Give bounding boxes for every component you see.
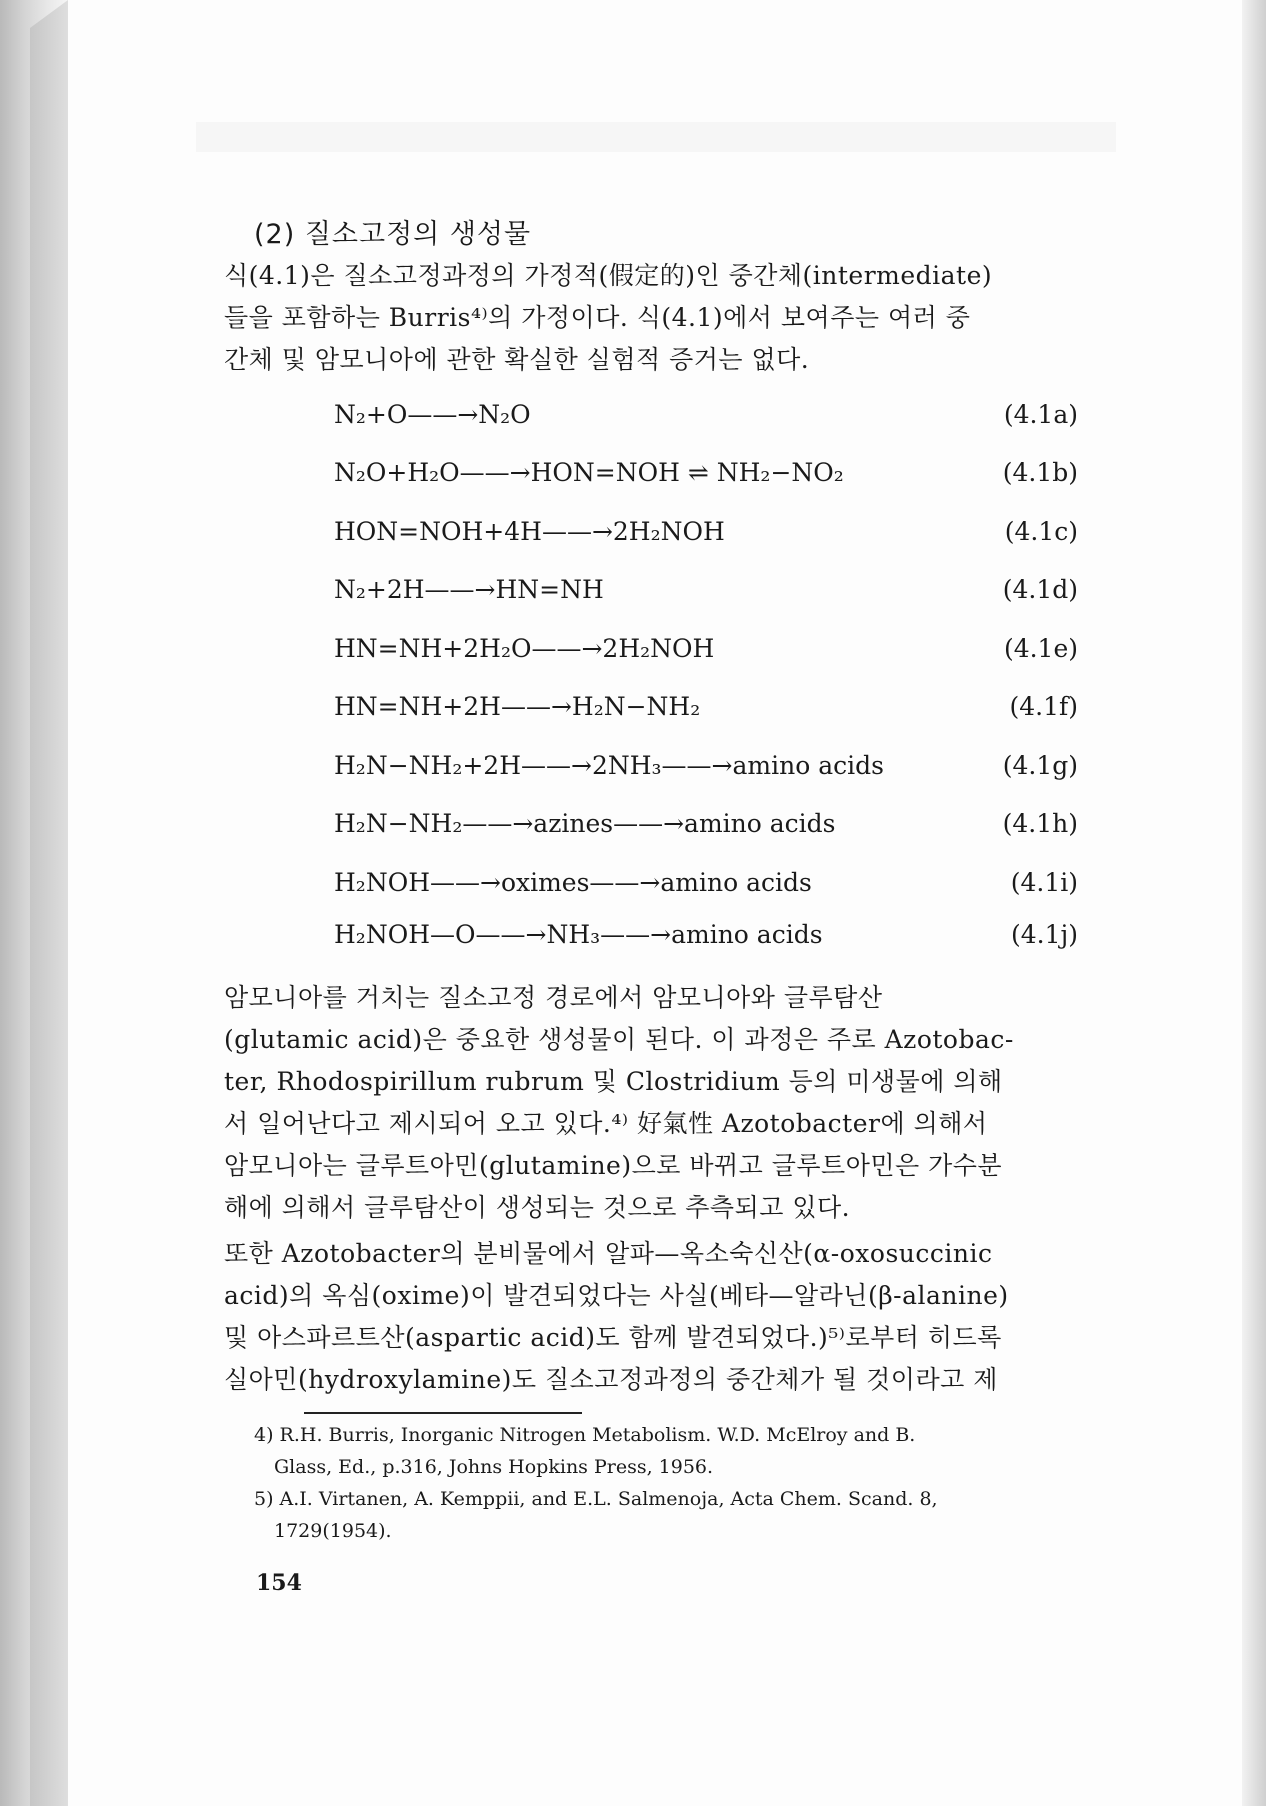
page-content <box>68 0 1242 1806</box>
equation-number: (4.1j) <box>1010 920 1078 949</box>
paragraph2-line: ter, Rhodospirillum rubrum 및 Clostridium 등의 미생물에 의해 <box>224 1067 1003 1096</box>
equation-number: (4.1b) <box>1002 458 1078 487</box>
paragraph2-line: 암모니아는 글루트아민(glutamine)으로 바뀌고 글루트아민은 가수분 <box>224 1151 1003 1180</box>
equation-number: (4.1d) <box>1002 575 1078 604</box>
equation-formula: HON=NOH+4H——→2H₂NOH <box>334 517 725 546</box>
paragraph1-line: 식(4.1)은 질소고정과정의 가정적(假定的)인 중간체(intermediate) <box>224 261 993 290</box>
equation-formula: N₂+O——→N₂O <box>334 400 531 429</box>
page-number: 154 <box>256 1570 302 1596</box>
equation-row <box>334 751 1078 787</box>
equation-formula: H₂N−NH₂——→azines——→amino acids <box>334 809 836 838</box>
paragraph1-line: 간체 및 암모니아에 관한 확실한 실험적 증거는 없다. <box>224 345 810 374</box>
equation-formula: N₂O+H₂O——→HON=NOH ⇌ NH₂−NO₂ <box>334 458 844 487</box>
equation-row <box>334 692 1078 728</box>
equation-row <box>334 634 1078 670</box>
footnote-rule <box>304 1412 582 1414</box>
paragraph2-line: 해에 의해서 글루탐산이 생성되는 것으로 추측되고 있다. <box>224 1193 851 1222</box>
book-spine <box>30 0 68 1806</box>
equation-number: (4.1e) <box>1003 634 1078 663</box>
footnote-line: 1729(1954). <box>274 1520 392 1542</box>
paragraph2-line: (glutamic acid)은 중요한 생성물이 된다. 이 과정은 주로 Azotobac- <box>224 1025 1014 1054</box>
equation-row <box>334 868 1078 904</box>
equation-formula: HN=NH+2H₂O——→2H₂NOH <box>334 634 715 663</box>
equation-formula: HN=NH+2H——→H₂N−NH₂ <box>334 692 701 721</box>
equation-formula: H₂NOH—O——→NH₃——→amino acids <box>334 920 823 949</box>
document-page <box>68 0 1242 1806</box>
equation-formula: N₂+2H——→HN=NH <box>334 575 604 604</box>
footnote-line: 5) A.I. Virtanen, A. Kemppii, and E.L. Salmenoja, Acta Chem. Scand. 8, <box>254 1488 938 1510</box>
equation-row <box>334 575 1078 611</box>
paragraph3-line: 또한 Azotobacter의 분비물에서 알파—옥소숙신산(α-oxosuccinic <box>224 1239 993 1268</box>
paragraph2-line: 서 일어난다고 제시되어 오고 있다.⁴⁾ 好氣性 Azotobacter에 의해서 <box>224 1109 988 1138</box>
footnote-line: Glass, Ed., p.316, Johns Hopkins Press, 1956. <box>274 1456 714 1478</box>
section-heading: (2) 질소고정의 생성물 <box>254 219 532 250</box>
paragraph3-line: acid)의 옥심(oxime)이 발견되었다는 사실(베타—알라닌(β-alanine) <box>224 1281 1009 1310</box>
equation-number: (4.1g) <box>1002 751 1078 780</box>
equation-row <box>334 920 1078 956</box>
equation-number: (4.1f) <box>1009 692 1078 721</box>
footnote-line: 4) R.H. Burris, Inorganic Nitrogen Metabolism. W.D. McElroy and B. <box>254 1424 916 1446</box>
equation-number: (4.1c) <box>1004 517 1078 546</box>
equation-row <box>334 400 1078 436</box>
equation-number: (4.1i) <box>1010 868 1078 897</box>
equation-row <box>334 458 1078 494</box>
page-edge-right <box>1242 0 1266 1806</box>
equation-formula: H₂NOH——→oximes——→amino acids <box>334 868 812 897</box>
equation-row <box>334 809 1078 845</box>
paragraph1-line: 들을 포함하는 Burris⁴⁾의 가정이다. 식(4.1)에서 보여주는 여러 중 <box>224 303 971 332</box>
paragraph2-line: 암모니아를 거치는 질소고정 경로에서 암모니아와 글루탐산 <box>224 983 883 1012</box>
equation-row <box>334 517 1078 553</box>
paragraph3-line: 실아민(hydroxylamine)도 질소고정과정의 중간체가 될 것이라고 제 <box>224 1365 998 1394</box>
paragraph3-line: 및 아스파르트산(aspartic acid)도 함께 발견되었다.)⁵⁾로부터 히드록 <box>224 1323 1002 1352</box>
equation-number: (4.1h) <box>1002 809 1078 838</box>
equation-formula: H₂N−NH₂+2H——→2NH₃——→amino acids <box>334 751 884 780</box>
equation-number: (4.1a) <box>1003 400 1078 429</box>
